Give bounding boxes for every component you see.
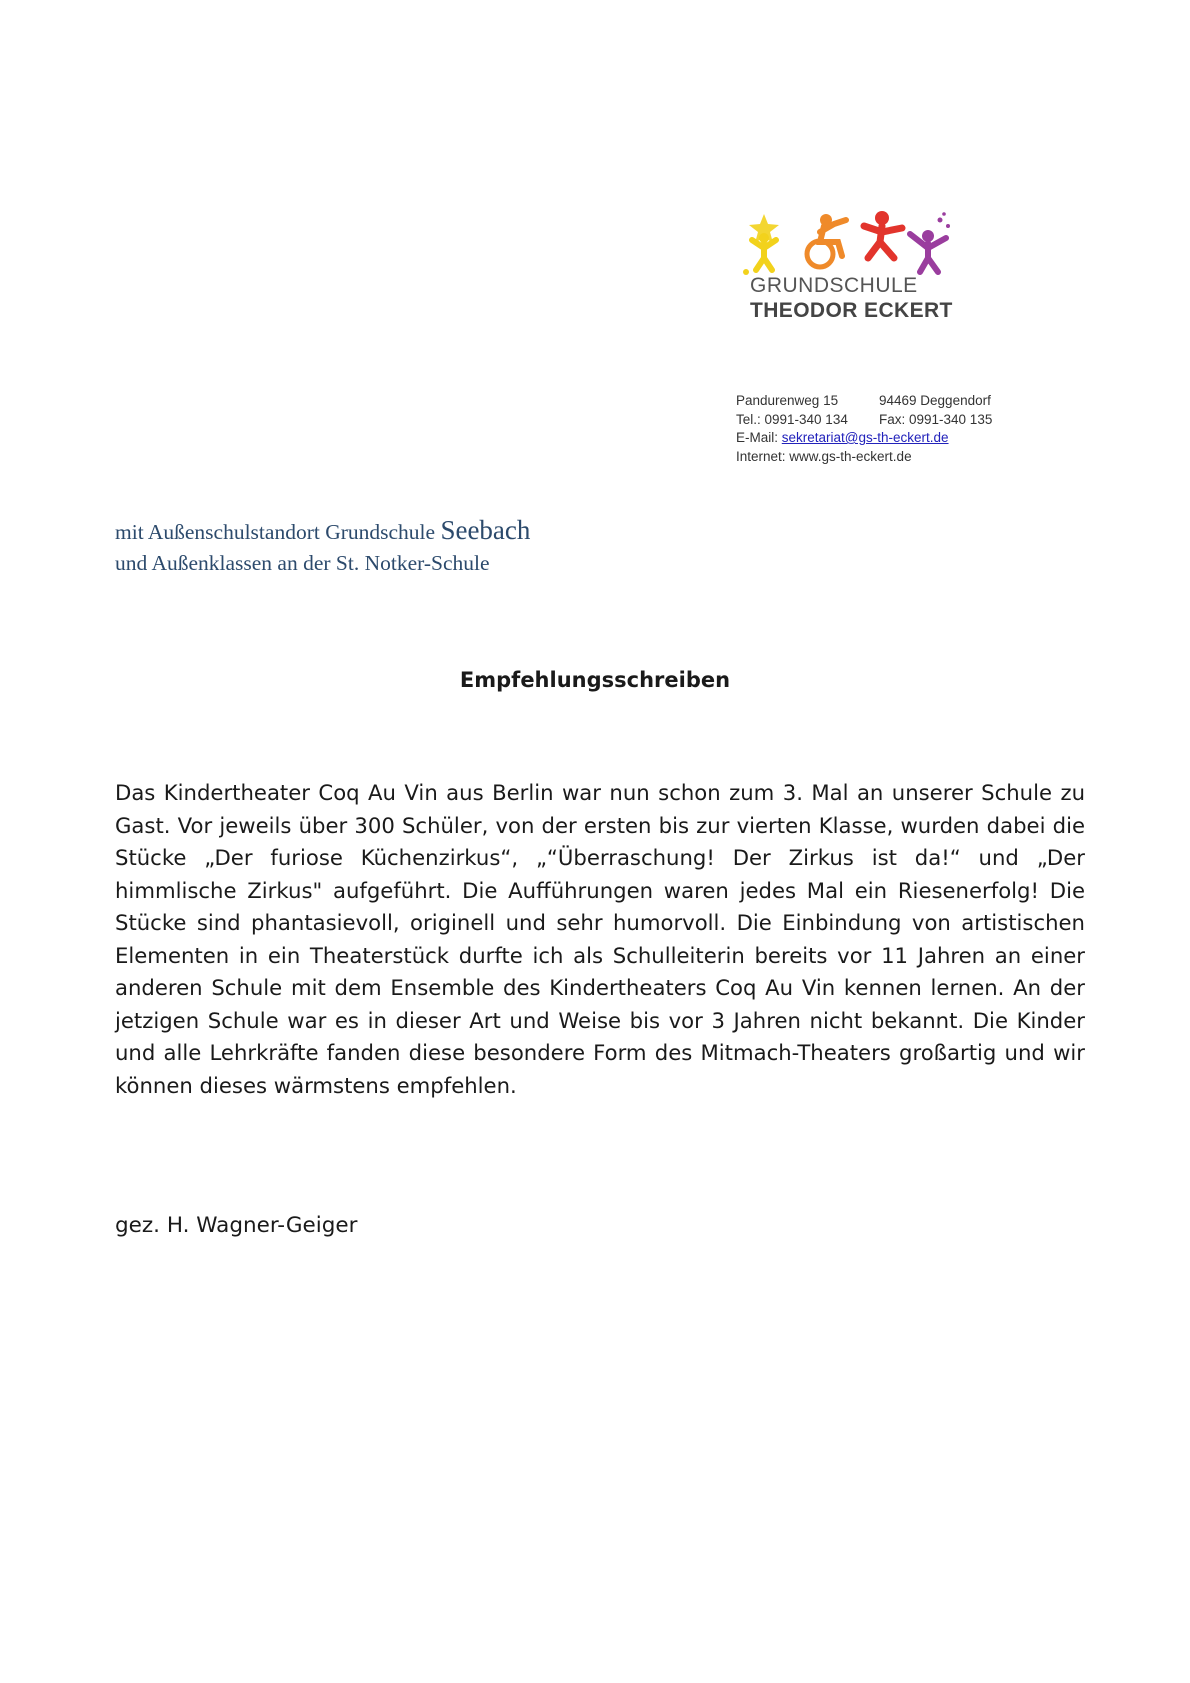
logo-text-school-name: THEODOR ECKERT: [750, 299, 953, 322]
purple-child-figure: [910, 212, 950, 272]
phone-row: [736, 411, 992, 430]
address-row: [736, 392, 992, 411]
tagline-line-1: [115, 515, 530, 548]
orange-wheelchair-figure: [807, 214, 846, 267]
email-link[interactable]: sekretariat@gs-th-eckert.de: [781, 430, 949, 445]
fax: Fax: 0991-340 135: [879, 411, 993, 427]
letter-title: Empfehlungsschreiben: [459, 668, 731, 692]
tagline-place: Seebach: [440, 515, 531, 545]
tagline-line-2: und Außenklassen an der St. Notker-Schule: [115, 551, 490, 575]
email-row: [736, 429, 992, 448]
contact-block: [736, 392, 992, 466]
letter-body: Das Kindertheater Coq Au Vin aus Berlin war nun schon zum 3. Mal an unserer Schule zu Gast. Vor jeweils über 300 Schüler, von der ersten bis zur vierten Klasse, wurden dabei die Stücke „Der furiose Küchenzirkus“, „“Überraschung! Der Zirkus ist da!“ und „Der himmlische Zirkus" aufgeführt. Die Aufführungen waren jedes Mal ein Riesenerfolg! Die Stücke sind phantasievoll, originell und sehr humorvoll. Die Einbindung von artistischen Elementen in ein Theaterstück durfte ich als Schulleiterin bereits vor 11 Jahren an einer anderen Schule mit dem Ensemble des Kindertheaters Coq Au Vin kennen lernen. An der jetzigen Schule war es in dieser Art und Weise bis vor 3 Jahren nicht bekannt. Die Kinder und alle Lehrkräfte fanden diese besondere Form des Mitmach-Theaters großartig und wir können dieses wärmstens empfehlen.: [115, 780, 1085, 1098]
street: Pandurenweg 15: [736, 393, 839, 408]
logo-text-grundschule: GRUNDSCHULE: [750, 274, 918, 297]
website: Internet: www.gs-th-eckert.de: [736, 448, 912, 464]
yellow-child-figure: [743, 214, 779, 275]
children-figures-icon: [734, 208, 974, 278]
red-child-figure: [864, 211, 902, 258]
email-label: E-Mail:: [736, 430, 782, 445]
school-tagline: [115, 515, 530, 579]
school-logo: [734, 208, 974, 326]
tagline-prefix: mit Außenschulstandort Grundschule: [115, 520, 441, 544]
city: 94469 Deggendorf: [879, 393, 991, 408]
signature: gez. H. Wagner-Geiger: [115, 1213, 358, 1238]
telephone: Tel.: 0991-340 134: [736, 411, 848, 427]
